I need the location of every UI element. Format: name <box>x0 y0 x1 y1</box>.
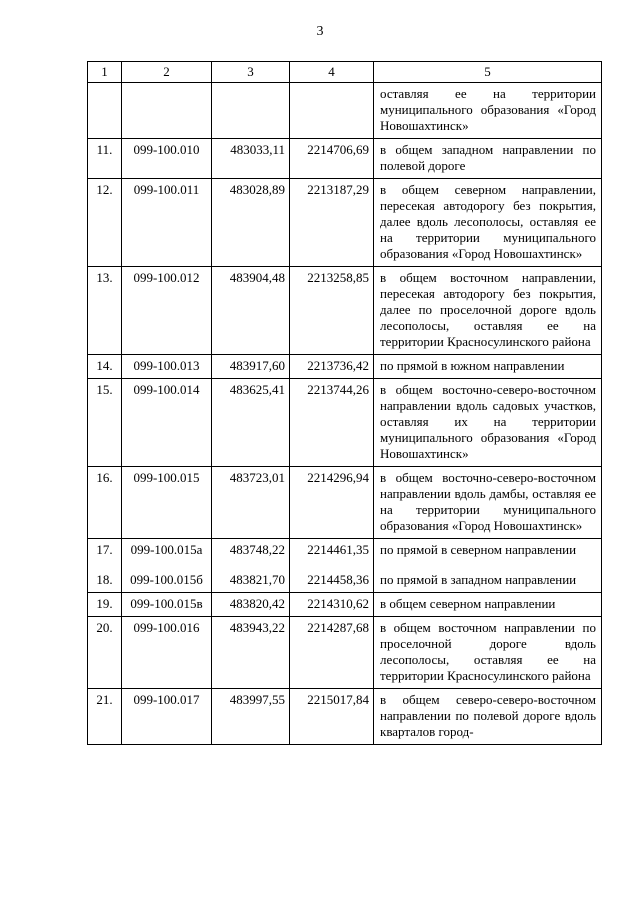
table-row <box>88 179 602 267</box>
row-number <box>88 83 122 139</box>
coordinate-x: 483625,41 <box>212 379 290 467</box>
boundary-description: в общем северном направлении, пересекая автодорогу без покрытия, далее вдоль лесополосы, оставляя ее на территории муниципального образования «Город Новошахтинск» <box>374 179 602 267</box>
table-header-row <box>88 62 602 83</box>
boundary-description: в общем западном направлении по полевой дороге <box>374 139 602 179</box>
coordinate-y: 2214461,35 <box>290 539 374 563</box>
boundary-description: в общем восточно-северо-восточном направлении вдоль дамбы, оставляя ее на территории муниципального образования «Город Новошахтинск» <box>374 467 602 539</box>
row-number: 11. <box>88 139 122 179</box>
boundary-description: по прямой в южном направлении <box>374 355 602 379</box>
page-number: 3 <box>316 24 324 39</box>
table-row <box>88 617 602 689</box>
table-row <box>88 139 602 179</box>
row-number: 12. <box>88 179 122 267</box>
boundary-description: в общем восточном направлении по проселочной дороге вдоль лесополосы, оставляя ее на территории Красносулинского района <box>374 617 602 689</box>
row-number: 18. <box>88 562 122 593</box>
boundary-description: по прямой в северном направлении <box>374 539 602 563</box>
coordinate-x: 483997,55 <box>212 689 290 745</box>
coordinate-x: 483028,89 <box>212 179 290 267</box>
coordinate-y: 2214287,68 <box>290 617 374 689</box>
row-number: 21. <box>88 689 122 745</box>
boundary-description: в общем северном направлении <box>374 593 602 617</box>
coordinate-y: 2214458,36 <box>290 562 374 593</box>
point-code: 099-100.015б <box>122 562 212 593</box>
coordinate-x: 483723,01 <box>212 467 290 539</box>
row-number: 17. <box>88 539 122 563</box>
coordinate-y: 2213187,29 <box>290 179 374 267</box>
table-row <box>88 689 602 745</box>
coordinate-y: 2213258,85 <box>290 267 374 355</box>
table-row <box>88 467 602 539</box>
coordinate-x: 483917,60 <box>212 355 290 379</box>
coordinate-y: 2215017,84 <box>290 689 374 745</box>
coordinate-x: 483033,11 <box>212 139 290 179</box>
boundary-description: в общем восточно-северо-восточном направлении вдоль садовых участков, оставляя их на территории муниципального образования «Город Новошахтинск» <box>374 379 602 467</box>
table-row <box>88 267 602 355</box>
table-row <box>88 379 602 467</box>
column-header: 5 <box>374 62 602 83</box>
coordinate-x: 483748,22 <box>212 539 290 563</box>
coordinate-y: 2214296,94 <box>290 467 374 539</box>
column-header: 4 <box>290 62 374 83</box>
table-row <box>88 539 602 563</box>
point-code: 099-100.015в <box>122 593 212 617</box>
boundary-description: в общем северо-северо-восточном направлении по полевой дороге вдоль кварталов город- <box>374 689 602 745</box>
row-number: 19. <box>88 593 122 617</box>
row-number: 14. <box>88 355 122 379</box>
point-code: 099-100.014 <box>122 379 212 467</box>
point-code: 099-100.015 <box>122 467 212 539</box>
row-number: 13. <box>88 267 122 355</box>
coordinate-y: 2213736,42 <box>290 355 374 379</box>
point-code: 099-100.011 <box>122 179 212 267</box>
table-row <box>88 593 602 617</box>
column-header: 1 <box>88 62 122 83</box>
coordinate-y: 2214310,62 <box>290 593 374 617</box>
coordinate-x: 483904,48 <box>212 267 290 355</box>
point-code: 099-100.017 <box>122 689 212 745</box>
point-code: 099-100.016 <box>122 617 212 689</box>
row-number: 20. <box>88 617 122 689</box>
boundary-points-table <box>87 61 602 745</box>
point-code <box>122 83 212 139</box>
point-code: 099-100.013 <box>122 355 212 379</box>
boundary-description: оставляя ее на территории муниципального образования «Город Новошахтинск» <box>374 83 602 139</box>
row-number: 15. <box>88 379 122 467</box>
coordinate-x: 483820,42 <box>212 593 290 617</box>
row-number: 16. <box>88 467 122 539</box>
column-header: 3 <box>212 62 290 83</box>
point-code: 099-100.010 <box>122 139 212 179</box>
coordinate-x: 483821,70 <box>212 562 290 593</box>
coordinate-y: 2213744,26 <box>290 379 374 467</box>
point-code: 099-100.012 <box>122 267 212 355</box>
coordinate-x: 483943,22 <box>212 617 290 689</box>
column-header: 2 <box>122 62 212 83</box>
boundary-description: в общем восточном направлении, пересекая автодорогу без покрытия, далее по проселочной дороге вдоль лесополосы, оставляя ее на территории Красносулинского района <box>374 267 602 355</box>
coordinate-x <box>212 83 290 139</box>
coordinate-y <box>290 83 374 139</box>
table-row <box>88 83 602 139</box>
table-row <box>88 562 602 593</box>
table-row <box>88 355 602 379</box>
boundary-description: по прямой в западном направлении <box>374 562 602 593</box>
coordinate-y: 2214706,69 <box>290 139 374 179</box>
point-code: 099-100.015а <box>122 539 212 563</box>
